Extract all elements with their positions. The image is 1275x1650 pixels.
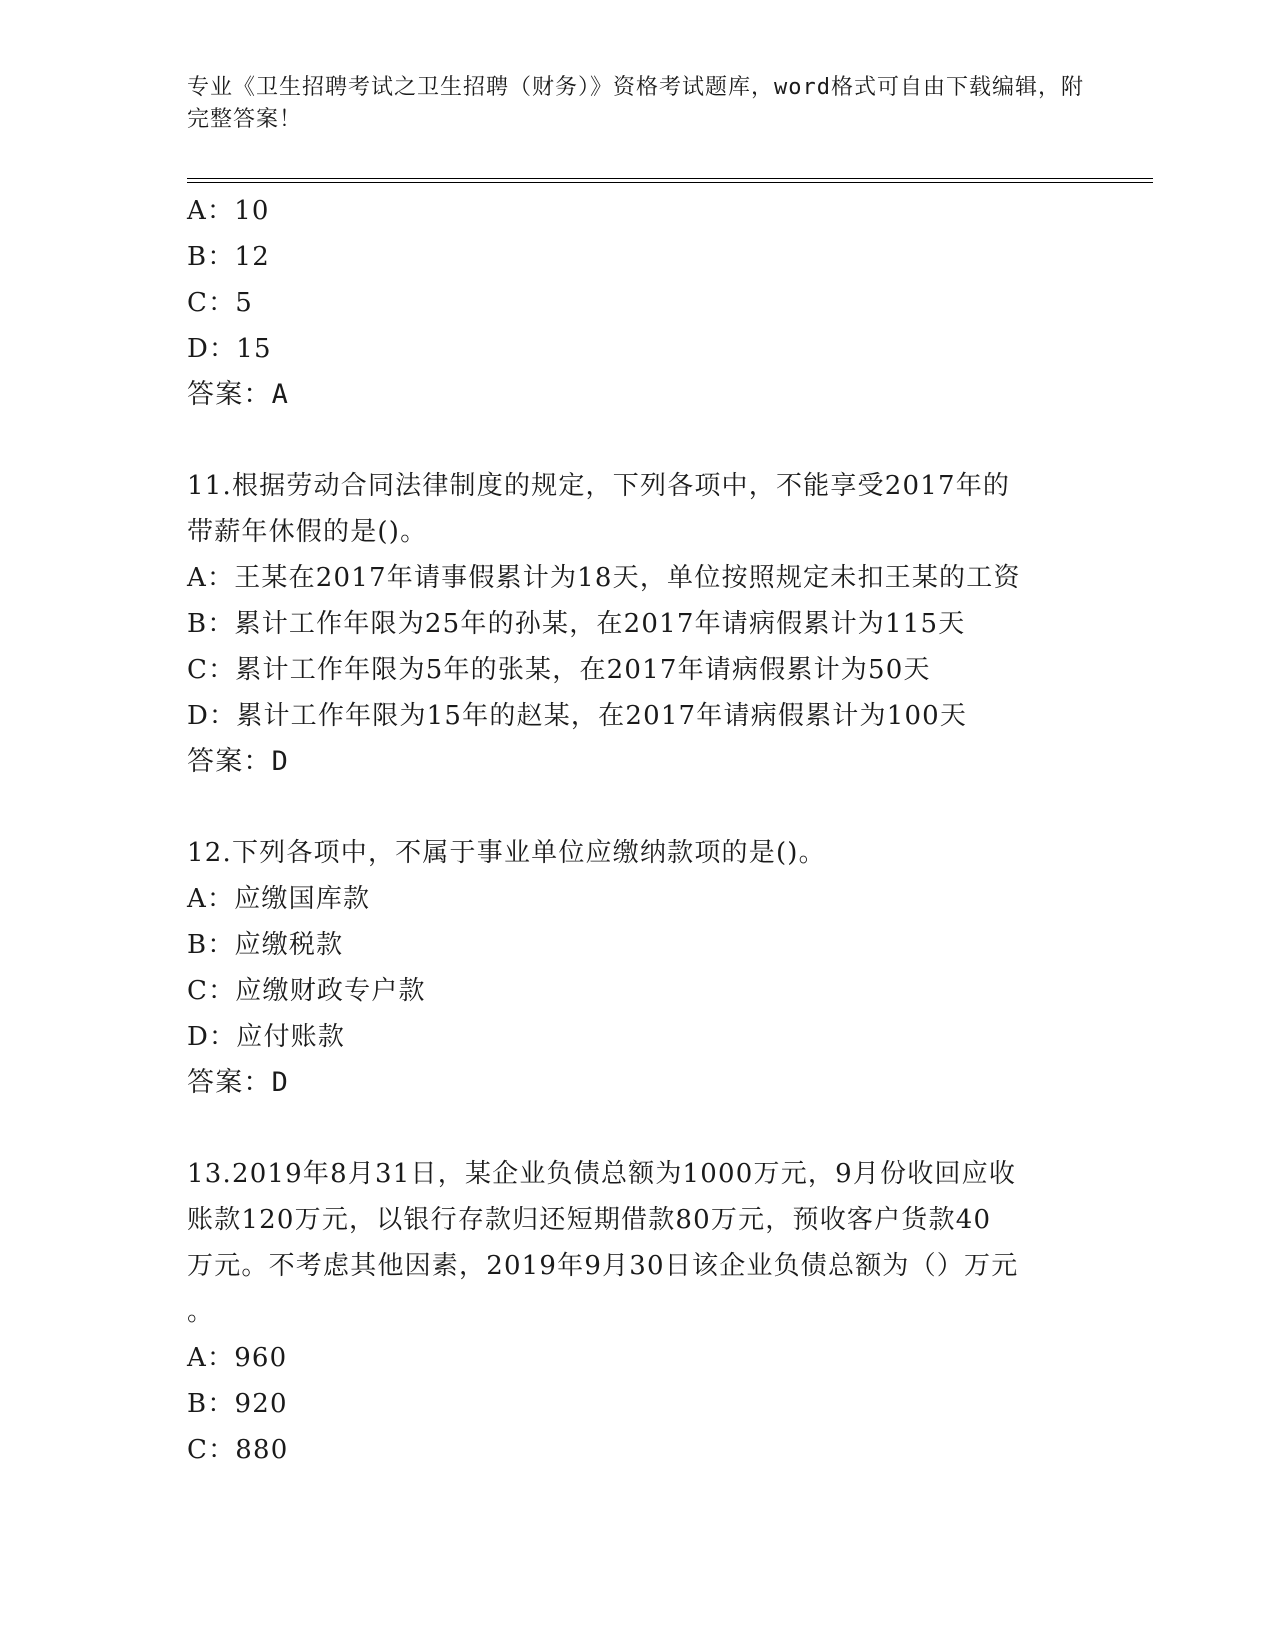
- option-a: A：10: [187, 196, 270, 226]
- option-b: B：920: [187, 1389, 288, 1419]
- option-c: C：5: [187, 288, 254, 318]
- document-header: 专业《卫生招聘考试之卫生招聘（财务）》资格考试题库，word格式可自由下载编辑，附完整答案！: [187, 75, 1084, 132]
- question-block-11: [187, 463, 1087, 785]
- option-c: C：累计工作年限为5年的张某，在2017年请病假累计为50天: [187, 655, 931, 685]
- question-block-13: [187, 1151, 1087, 1473]
- question-stem: 带薪年休假的是()。: [187, 517, 428, 547]
- option-d: D：15: [187, 334, 272, 364]
- question-stem: 账款120万元，以银行存款归还短期借款80万元，预收客户货款40: [187, 1205, 992, 1235]
- option-a: A：960: [187, 1343, 288, 1373]
- spacer: [187, 785, 1087, 830]
- question-stem: 。: [187, 1297, 215, 1327]
- option-a: A：王某在2017年请事假累计为18天，单位按照规定未扣王某的工资: [187, 563, 1021, 593]
- option-a: A：应缴国库款: [187, 884, 371, 914]
- header-divider-top: [187, 178, 1153, 179]
- option-b: B：累计工作年限为25年的孙某，在2017年请病假累计为115天: [187, 609, 966, 639]
- option-d: D：累计工作年限为15年的赵某，在2017年请病假累计为100天: [187, 701, 968, 731]
- spacer: [187, 1106, 1087, 1151]
- answer-line: 答案：D: [187, 746, 290, 777]
- option-c: C：应缴财政专户款: [187, 976, 426, 1006]
- option-b: B：应缴税款: [187, 930, 344, 960]
- question-stem: 12.下列各项中，不属于事业单位应缴纳款项的是()。: [187, 838, 826, 868]
- option-b: B：12: [187, 242, 270, 272]
- question-block-12: [187, 830, 1087, 1106]
- header-divider-bottom: [187, 182, 1153, 183]
- answer-line: 答案：A: [187, 379, 290, 410]
- spacer: [187, 418, 1087, 463]
- answer-line: 答案：D: [187, 1067, 290, 1098]
- question-block-prev: [187, 188, 1087, 418]
- question-stem: 13.2019年8月31日，某企业负债总额为1000万元，9月份收回应收: [187, 1159, 1017, 1189]
- question-stem: 11.根据劳动合同法律制度的规定，下列各项中，不能享受2017年的: [187, 471, 1011, 501]
- question-list: [187, 188, 1087, 1473]
- option-d: D：应付账款: [187, 1022, 346, 1052]
- option-c: C：880: [187, 1435, 289, 1465]
- question-stem: 万元。不考虑其他因素，2019年9月30日该企业负债总额为（）万元: [187, 1251, 1019, 1281]
